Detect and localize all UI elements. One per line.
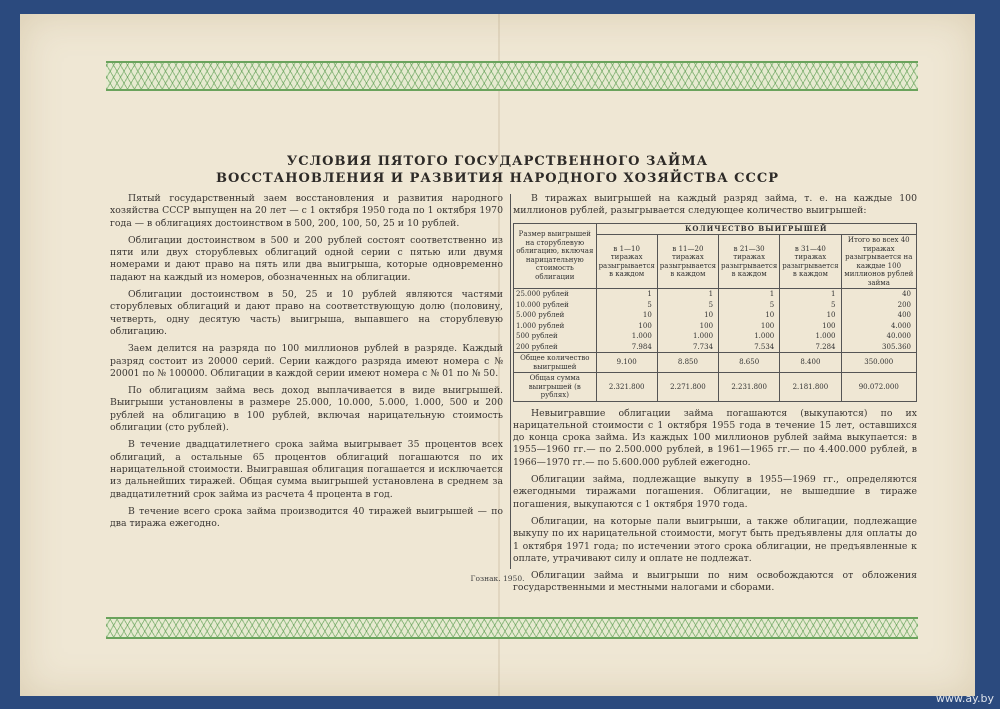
right-column — [513, 193, 917, 600]
prize-count-cell: 1 — [657, 289, 718, 300]
total-sum-cell: 90.072.000 — [841, 373, 917, 402]
table-row — [514, 321, 917, 332]
prize-count-cell: 5 — [719, 300, 780, 311]
ornamental-border-top — [106, 61, 918, 91]
prize-table — [513, 223, 917, 402]
bond-paper — [20, 14, 975, 696]
prize-count-cell: 1 — [780, 289, 841, 300]
prize-count-cell: 40 — [841, 289, 917, 300]
prize-count-cell: 1.000 — [780, 331, 841, 342]
left-column — [110, 193, 503, 535]
total-sum-label-2: выигрышей (в рублях) — [528, 382, 581, 400]
column-divider — [510, 194, 511, 569]
prize-count-cell: 305.360 — [841, 342, 917, 353]
prize-amount-cell: 10.000 рублей — [514, 300, 597, 311]
prize-count-cell: 40.000 — [841, 331, 917, 342]
left-paragraph: По облигациям займа весь доход выплачивается в виде выигрышей. Выигрыши установлены в размере 25.000, 10.000, 5.000, 1.000, 500 и 200 рублей на облигацию в 100 рублей, включая нарицательную стоимость облигации (сто рублей). — [110, 385, 503, 434]
prize-count-cell: 10 — [719, 310, 780, 321]
table-sub-header: в 21—30 тиражах разыгрывается в каждом — [719, 235, 780, 289]
total-sum-cell: 2.271.800 — [657, 373, 718, 402]
prize-count-cell: 1 — [719, 289, 780, 300]
prize-count-cell: 400 — [841, 310, 917, 321]
prize-count-cell: 100 — [596, 321, 657, 332]
prize-count-cell: 1.000 — [596, 331, 657, 342]
total-count-cell: 350.000 — [841, 353, 917, 373]
prize-count-cell: 10 — [780, 310, 841, 321]
prize-amount-cell: 25.000 рублей — [514, 289, 597, 300]
right-paragraph: Облигации займа, подлежащие выкупу в 1955—1969 гг., определяются ежегодными тиражами погашения. Облигации, не вышедшие в тираже погашения, выкупаются с 1 октября 1970 года. — [513, 474, 917, 510]
total-sum-label — [514, 373, 597, 402]
table-row — [514, 342, 917, 353]
prize-count-cell: 1 — [596, 289, 657, 300]
prize-count-cell: 7.534 — [719, 342, 780, 353]
left-paragraph: В течение всего срока займа производится 40 тиражей выигрышей — по два тиража ежегодно. — [110, 505, 503, 530]
total-count-cell: 8.400 — [780, 353, 841, 373]
total-sum-label-1: Общая сумма — [529, 374, 580, 383]
prize-count-cell: 200 — [841, 300, 917, 311]
right-paragraph: Невыигравшие облигации займа погашаются (выкупаются) по их нарицательной стоимости с 1 октября 1955 года в течение 15 лет, оставшихся до конца срока займа. Из каждых 100 миллионов рублей займа выкупается: в 1955—1960 гг.— по 2.500.000 рублей, в 1961—1965 гг.— по 4.400.000 рублей, в 1966—1970 гг.— по 5.600.000 рублей ежегодно. — [513, 407, 917, 468]
prize-count-cell: 5 — [657, 300, 718, 311]
table-col0-header: Размер выигрышей на сторублевую облигацию, включая нарицательную стоимость облигации — [514, 223, 597, 289]
prize-count-cell: 10 — [657, 310, 718, 321]
printer-mark: Гознак. 1950. — [470, 574, 525, 583]
prize-count-cell: 7.284 — [780, 342, 841, 353]
left-paragraph: Заем делится на разряда по 100 миллионов рублей в разряде. Каждый разряд состоит из 20000 серий. Серии каждого разряда имеют номера с № 20001 по № 100000. Облигации в каждой серии имеют номера с № 01 по № 50. — [110, 343, 503, 379]
prize-count-cell: 100 — [719, 321, 780, 332]
table-row — [514, 331, 917, 342]
prize-count-cell: 100 — [657, 321, 718, 332]
prize-count-cell: 7.984 — [596, 342, 657, 353]
table-sub-header: Итого во всех 40 тиражах разыгрывается на каждые 100 миллионов рублей займа — [841, 235, 917, 289]
total-count-cell: 9.100 — [596, 353, 657, 373]
prize-count-cell: 1.000 — [719, 331, 780, 342]
left-paragraph: В течение двадцатилетнего срока займа выигрывает 35 процентов всех облигаций, а остальные 65 процентов облигаций погашаются по их нарицательной стоимости. Выигравшая облигация погашается и исключается из дальнейших тиражей. Общая сумма выигрышей установлена в среднем за двадцатилетний срок займа из расчета 4 процента в год. — [110, 439, 503, 500]
title-line-2: ВОССТАНОВЛЕНИЯ И РАЗВИТИЯ НАРОДНОГО ХОЗЯЙСТВА СССР — [215, 171, 780, 186]
prize-count-cell: 4.000 — [841, 321, 917, 332]
left-paragraph: Облигации достоинством в 500 и 200 рублей состоят соответственно из пяти или двух сторублевых облигаций одной серии с пятью или двумя номерами и дают право на пять или два выигрыша, которые одновременно падают на каждый из номеров, обозначенных на облигации. — [110, 234, 503, 283]
right-paragraph: Облигации, на которые пали выигрыши, а также облигации, подлежащие выкупу по их нарицательной стоимости, могут быть предъявлены для оплаты до 1 октября 1971 года; по истечении этого срока облигации, не предъявленные к оплате, утрачивают силу и оплате не подлежат. — [513, 515, 917, 564]
right-intro: В тиражах выигрышей на каждый разряд займа, т. е. на каждые 100 миллионов рублей, разыгрывается следующее количество выигрышей: — [513, 193, 917, 217]
total-count-cell: 8.850 — [657, 353, 718, 373]
prize-count-cell: 7.734 — [657, 342, 718, 353]
prize-amount-cell: 5.000 рублей — [514, 310, 597, 321]
prize-amount-cell: 1.000 рублей — [514, 321, 597, 332]
total-sum-cell: 2.321.800 — [596, 373, 657, 402]
prize-count-cell: 10 — [596, 310, 657, 321]
table-body — [514, 289, 917, 353]
table-row — [514, 310, 917, 321]
prize-amount-cell: 200 рублей — [514, 342, 597, 353]
prize-amount-cell: 500 рублей — [514, 331, 597, 342]
table-row — [514, 289, 917, 300]
table-sub-header: в 31—40 тиражах разыгрывается в каждом — [780, 235, 841, 289]
title-line-1: УСЛОВИЯ ПЯТОГО ГОСУДАРСТВЕННОГО ЗАЙМА — [286, 154, 709, 169]
watermark: www.ay.by — [935, 692, 994, 705]
table-row — [514, 300, 917, 311]
total-count-cell: 8.650 — [719, 353, 780, 373]
prize-count-cell: 5 — [780, 300, 841, 311]
table-sub-header: в 11—20 тиражах разыгрывается в каждом — [657, 235, 718, 289]
prize-count-cell: 100 — [780, 321, 841, 332]
total-sum-cell: 2.231.800 — [719, 373, 780, 402]
table-group-header: КОЛИЧЕСТВО ВЫИГРЫШЕЙ — [596, 223, 916, 235]
left-paragraph: Облигации достоинством в 50, 25 и 10 рублей являются частями сторублевых облигаций и дают право на соответствующую долю (половину, четверть, одну десятую часть) выигрыша, выпавшего на сторублевую облигацию. — [110, 289, 503, 337]
table-sub-header: в 1—10 тиражах разыгрывается в каждом — [596, 235, 657, 289]
total-count-label: Общее количество выигрышей — [514, 353, 597, 373]
prize-count-cell: 5 — [596, 300, 657, 311]
total-sum-cell: 2.181.800 — [780, 373, 841, 402]
right-paragraph: Облигации займа и выигрыши по ним освобождаются от обложения государственными и местными налогами и сборами. — [513, 570, 917, 594]
left-paragraph: Пятый государственный заем восстановления и развития народного хозяйства СССР выпущен на 20 лет — с 1 октября 1950 года по 1 октября 1970 года — в облигациях достоинством в 500, 200, 100, 50, 25 и 10 рублей. — [110, 193, 503, 229]
ornamental-border-bottom — [106, 617, 918, 639]
prize-count-cell: 1.000 — [657, 331, 718, 342]
